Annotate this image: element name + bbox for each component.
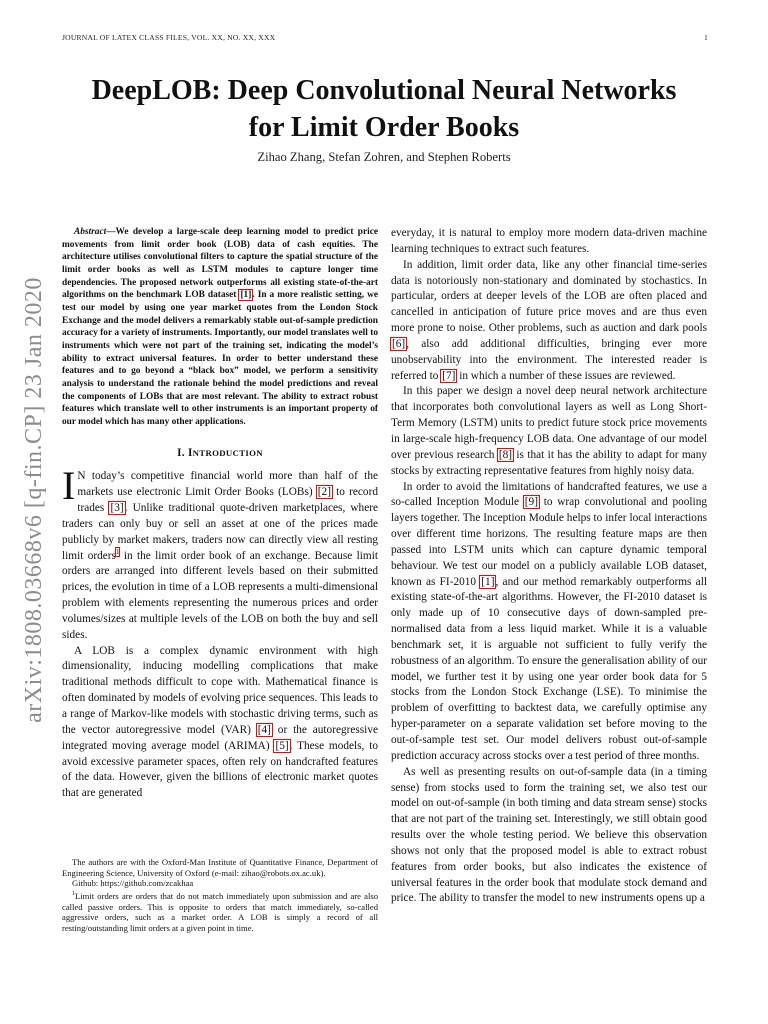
abstract-text-b: . In a more realistic setting, we test our model by using one year market quotes from the London Stock Exchange and the model delivers a remarkably stable out-of-sample prediction accuracy for a variety of instruments. Importantly, our model translates well to instruments which were not part of the training set, indicating the model’s ability to extract universal features. In order to better understand these features and to go beyond a “black box” model, we perform a sensitivity analysis to understand the rationale behind the model predictions and reveal the components of LOBs that are most relevant. The ability to extract robust features which translate well to other instruments is an important property of our model which has many other applications. xyxy=(62,290,379,427)
paper-title xyxy=(60,72,708,146)
intro-paragraph-2 xyxy=(62,644,378,802)
text-run: In addition, limit order data, like any other financial time-series data is notoriously non-stationary and dominated by stochastics. In particular, orders at deeper levels of the LOB are often placed and cancelled in anticipation of future price moves and are thus even more prone to noise. Other problems, such as auction and dark pools xyxy=(391,258,707,335)
right-paragraph-2 xyxy=(391,258,707,385)
citation-link[interactable]: [8] xyxy=(498,448,512,461)
arxiv-stamp xyxy=(14,262,54,738)
abstract-dash: — xyxy=(106,227,116,237)
text-run: to wrap convolutional and pooling layers together. The Inception Module helps to infer local interactions over different time horizons. The resulting feature maps are then passed into LSTM units which can capture dynamic temporal behaviour. We test our model on a publicly available LOB dataset, known as FI-2010 xyxy=(391,496,707,588)
intro-paragraph-1 xyxy=(62,463,378,643)
right-paragraph-5: As well as presenting results on out-of-sample data (in a timing sense) from stocks used to form the training set, we also test our model on out-of-sample (in both timing and data stream sense) stocks that are not part of the training set. Interestingly, we still obtain good results over the whole testing period. We believe this observation shows not only that the proposed model is able to extract robust features from order books, but also indicates the existence of universal features in the order book that modulate stock demand and price. The ability to transfer the model to new instruments opens up a xyxy=(391,765,707,905)
section-heading-introduction xyxy=(62,446,378,462)
citation-link[interactable]: [9] xyxy=(524,496,538,509)
text-run: N today’s competitive financial world more than half of the markets use electronic Limit Order Books (LOBs) xyxy=(77,470,378,499)
arxiv-stamp-text: arXiv:1808.03668v6 [q-fin.CP] 23 Jan 2020 xyxy=(21,277,47,723)
text-run: , and our method remarkably outperforms all existing state-of-the-art algorithms. However, the FI-2010 dataset is only made up of 10 consecutive days of down-sampled pre-normalised data from a less liquid market. While it is a valuable benchmark set, it is arguable not sufficient to fully verify the robustness of an algorithm. To ensure the generalisation ability of our model, we further test it by using one year order book data for 5 stocks from the London Stock Exchange (LSE). To minimise the problem of overfitting to backtest data, we carefully optimise any hyper-parameter on a separate validation set before moving to the out-of-sample test set. Our model delivers robust out-of-sample prediction accuracy across stocks over a test period of three months. xyxy=(391,575,707,762)
text-run: in which a number of these issues are reviewed. xyxy=(456,369,676,382)
author-list: Zihao Zhang, Stefan Zohren, and Stephen Roberts xyxy=(257,150,511,164)
text-run: to record trades xyxy=(77,486,378,515)
drop-cap: I xyxy=(62,463,76,509)
right-paragraph-1: everyday, it is natural to employ more modern data-driven machine learning techniques to extract such features. xyxy=(391,227,707,255)
text-run: . Unlike traditional quote-driven marketplaces, where traders can only buy or sell an asset at one of the prices made publicly by market makers, traders now can directly view all resting limit orders xyxy=(62,502,378,562)
text-run: in the limit order book of an exchange. Because limit orders are arranged into different levels based on their submitted prices, the evolution in time of a LOB represents a multi-dimensional problem with elements representing the numerous prices and order volumes/sizes at multiple levels of the LOB on both the buy and sell sides. xyxy=(62,549,378,641)
section-initial: I xyxy=(187,446,193,459)
citation-link[interactable]: [2] xyxy=(317,486,331,499)
github-footnote: Github: https://github.com/zcakhaa xyxy=(72,878,194,889)
running-header xyxy=(62,33,708,45)
citation-link[interactable]: [3] xyxy=(110,502,124,515)
text-run: is that it has the ability to adapt for many stocks by extracting representative features from highly noisy data. xyxy=(391,448,707,477)
right-column xyxy=(391,226,707,971)
page-number: 1 xyxy=(704,33,708,42)
citation-link[interactable]: [4] xyxy=(257,723,271,736)
text-run: In order to avoid the limitations of handcrafted features, we use a so-called Inception Module xyxy=(391,480,707,509)
text-run: A LOB is a complex dynamic environment with high dimensionality, inducing modelling complications that make traditional methods difficult to cope with. Mathematical finance is often dominated by models of evolving price sequences. This leads to a range of Markov-like models with stochastic driving terms, such as the vector autoregressive model (VAR) xyxy=(62,644,378,736)
citation-link[interactable]: [5] xyxy=(275,739,289,752)
right-paragraph-4 xyxy=(391,480,707,765)
footnote-marker[interactable]: 1 xyxy=(115,547,120,556)
section-rest: NTRODUCTION xyxy=(192,447,263,458)
title-line-2: for Limit Order Books xyxy=(248,112,520,143)
text-run: , also add additional difficulties, bringing ever more unobservability into the environment. The interested reader is referred to xyxy=(391,337,707,382)
footnote-1 xyxy=(62,889,378,934)
abstract xyxy=(62,226,378,429)
text-run: In this paper we design a novel deep neural network architecture that incorporates both convolutional layers as well as Long Short-Term Memory (LSTM) units to predict future stock price movements in large-scale high-frequency LOB data. One advantage of our model over previous research xyxy=(391,385,707,461)
right-paragraph-3 xyxy=(391,384,707,479)
citation-link[interactable]: [6] xyxy=(392,337,406,350)
abstract-label: Abstract xyxy=(74,227,107,237)
citation-link[interactable]: [1] xyxy=(481,575,495,588)
section-numeral: I. xyxy=(177,446,188,459)
footnote-1-text: Limit orders are orders that do not match immediately upon submission and are also called passive orders. This is opposite to orders that match immediately, so-called aggressive orders, such as a market order. A LOB is simply a record of all resting/outstanding limit orders at a given point in time. xyxy=(62,890,378,934)
text-run: . These models, to avoid excessive parameter spaces, often rely on handcrafted features of the data. However, given the billions of electronic market quotes that are generated xyxy=(62,739,379,800)
abstract-text-a: We develop a large-scale deep learning model to predict price movements from limit order book (LOB) data of cash equities. The architecture utilises convolutional filters to capture the spatial structure of the limit order books as well as LSTM modules to capture longer time dependencies. The proposed network outperforms all existing state-of-the-art algorithms on the benchmark LOB dataset xyxy=(62,227,378,301)
affiliation-footnote: The authors are with the Oxford-Man Institute of Quantitative Finance, Department of Engineering Science, University of Oxford (e-mail: zihao@robots.ox.ac.uk). xyxy=(62,857,378,878)
citation-link[interactable]: [1] xyxy=(240,290,252,301)
journal-header: JOURNAL OF LATEX CLASS FILES, VOL. XX, NO. XX, XXX xyxy=(62,33,276,42)
title-line-1: DeepLOB: Deep Convolutional Neural Networks xyxy=(91,75,677,106)
citation-link[interactable]: [7] xyxy=(442,369,456,382)
text-run: or the autoregressive integrated moving average model (ARIMA) xyxy=(62,723,378,752)
footnotes xyxy=(62,857,378,934)
footnote-1-mark: 1 xyxy=(72,891,75,898)
